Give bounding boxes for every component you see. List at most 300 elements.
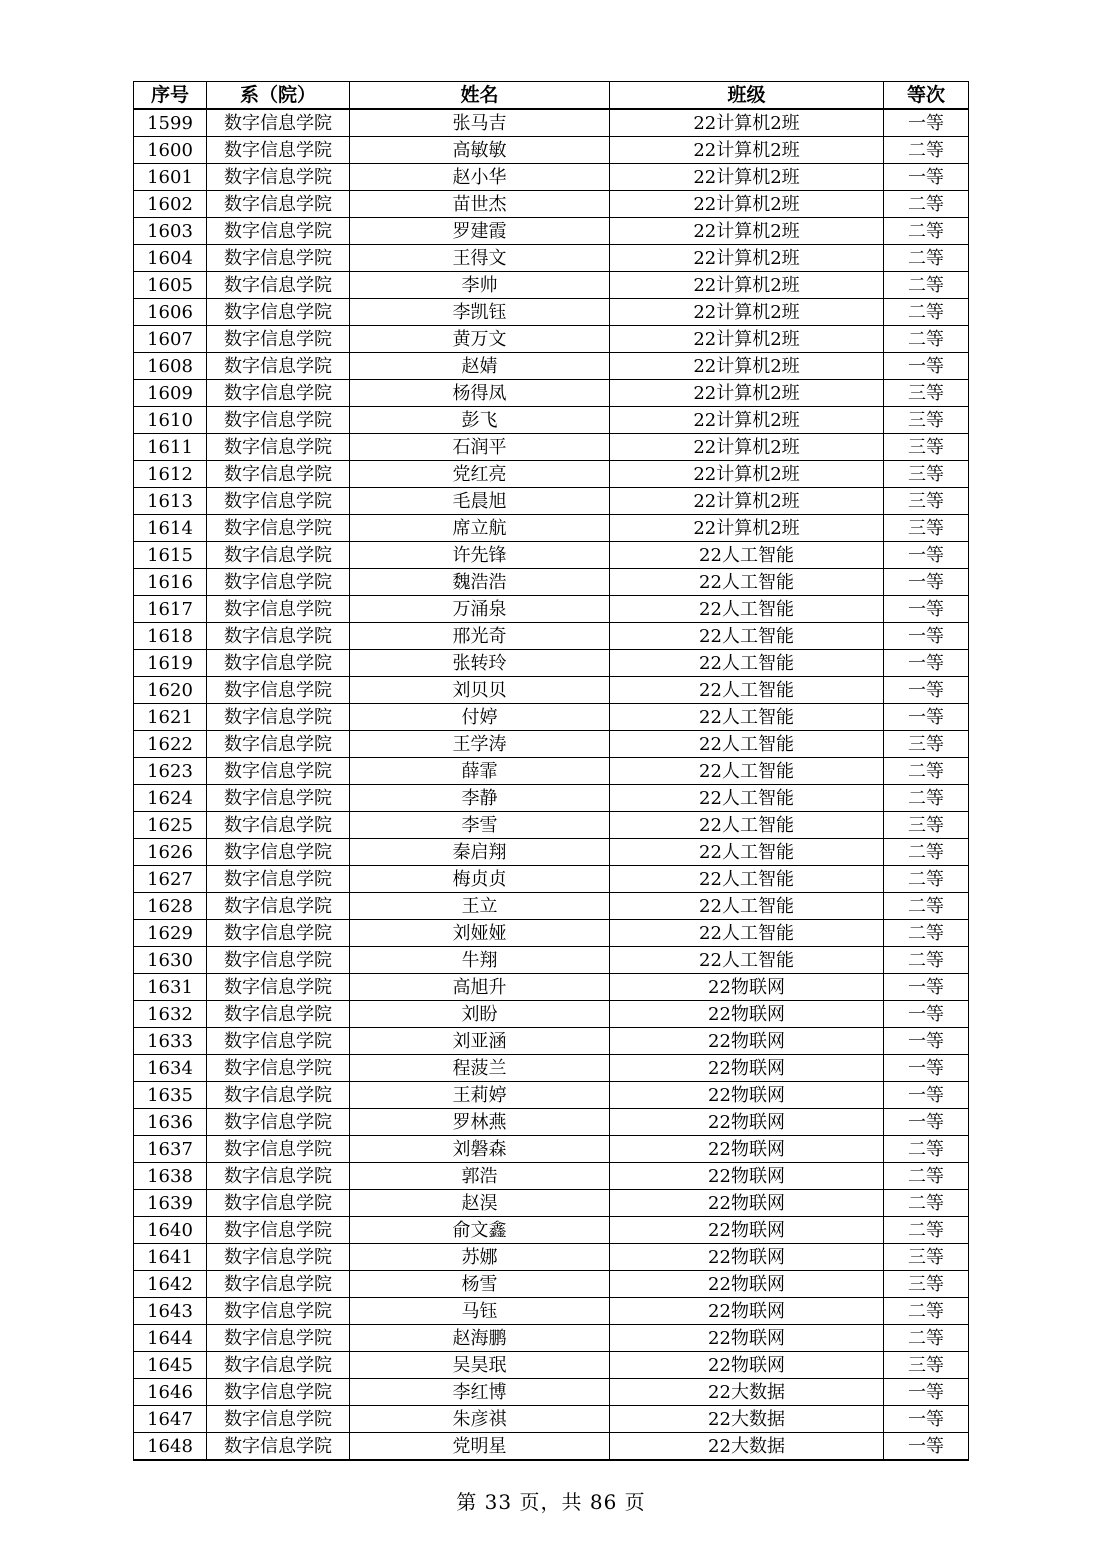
- cell-grade: 二等: [884, 1163, 969, 1190]
- cell-class: 22物联网: [610, 974, 884, 1001]
- table-row: [134, 839, 969, 866]
- table-row: [134, 1352, 969, 1379]
- cell-grade: 二等: [884, 326, 969, 353]
- cell-name: 高旭升: [350, 974, 610, 1001]
- cell-grade: 二等: [884, 785, 969, 812]
- table-row: [134, 947, 969, 974]
- cell-index: 1607: [134, 326, 207, 353]
- cell-grade: 一等: [884, 109, 969, 137]
- cell-name: 刘磐森: [350, 1136, 610, 1163]
- cell-department: 数字信息学院: [207, 353, 350, 380]
- cell-department: 数字信息学院: [207, 1028, 350, 1055]
- cell-grade: 一等: [884, 1001, 969, 1028]
- cell-index: 1633: [134, 1028, 207, 1055]
- cell-index: 1629: [134, 920, 207, 947]
- cell-index: 1616: [134, 569, 207, 596]
- cell-department: 数字信息学院: [207, 1217, 350, 1244]
- cell-grade: 二等: [884, 758, 969, 785]
- table-header-row: [134, 82, 969, 110]
- cell-name: 王学涛: [350, 731, 610, 758]
- cell-department: 数字信息学院: [207, 542, 350, 569]
- cell-grade: 二等: [884, 299, 969, 326]
- cell-name: 赵海鹏: [350, 1325, 610, 1352]
- cell-class: 22人工智能: [610, 758, 884, 785]
- cell-department: 数字信息学院: [207, 245, 350, 272]
- cell-class: 22人工智能: [610, 785, 884, 812]
- cell-index: 1635: [134, 1082, 207, 1109]
- table-row: [134, 758, 969, 785]
- cell-grade: 三等: [884, 1244, 969, 1271]
- cell-grade: 一等: [884, 677, 969, 704]
- cell-index: 1640: [134, 1217, 207, 1244]
- cell-class: 22计算机2班: [610, 299, 884, 326]
- cell-grade: 三等: [884, 380, 969, 407]
- cell-grade: 二等: [884, 920, 969, 947]
- cell-name: 石润平: [350, 434, 610, 461]
- table-row: [134, 704, 969, 731]
- cell-name: 刘盼: [350, 1001, 610, 1028]
- cell-name: 毛晨旭: [350, 488, 610, 515]
- cell-grade: 三等: [884, 407, 969, 434]
- cell-index: 1601: [134, 164, 207, 191]
- cell-grade: 二等: [884, 1217, 969, 1244]
- table-row: [134, 380, 969, 407]
- cell-department: 数字信息学院: [207, 380, 350, 407]
- cell-department: 数字信息学院: [207, 569, 350, 596]
- cell-grade: 一等: [884, 1028, 969, 1055]
- cell-department: 数字信息学院: [207, 434, 350, 461]
- cell-department: 数字信息学院: [207, 299, 350, 326]
- cell-department: 数字信息学院: [207, 109, 350, 137]
- cell-index: 1609: [134, 380, 207, 407]
- table-row: [134, 272, 969, 299]
- cell-class: 22大数据: [610, 1379, 884, 1406]
- table-row: [134, 461, 969, 488]
- table-row: [134, 785, 969, 812]
- cell-index: 1624: [134, 785, 207, 812]
- cell-index: 1643: [134, 1298, 207, 1325]
- cell-department: 数字信息学院: [207, 1136, 350, 1163]
- cell-department: 数字信息学院: [207, 272, 350, 299]
- cell-class: 22物联网: [610, 1055, 884, 1082]
- cell-grade: 二等: [884, 218, 969, 245]
- cell-index: 1645: [134, 1352, 207, 1379]
- cell-class: 22人工智能: [610, 542, 884, 569]
- cell-index: 1613: [134, 488, 207, 515]
- cell-class: 22计算机2班: [610, 137, 884, 164]
- cell-class: 22计算机2班: [610, 407, 884, 434]
- cell-name: 党明星: [350, 1433, 610, 1461]
- cell-grade: 二等: [884, 893, 969, 920]
- cell-index: 1611: [134, 434, 207, 461]
- cell-grade: 二等: [884, 137, 969, 164]
- cell-index: 1647: [134, 1406, 207, 1433]
- cell-index: 1630: [134, 947, 207, 974]
- cell-name: 李凯钰: [350, 299, 610, 326]
- cell-class: 22计算机2班: [610, 353, 884, 380]
- cell-class: 22物联网: [610, 1217, 884, 1244]
- cell-class: 22计算机2班: [610, 191, 884, 218]
- cell-name: 罗林燕: [350, 1109, 610, 1136]
- cell-department: 数字信息学院: [207, 218, 350, 245]
- table-row: [134, 569, 969, 596]
- cell-grade: 一等: [884, 1082, 969, 1109]
- cell-department: 数字信息学院: [207, 677, 350, 704]
- header-index: 序号: [134, 82, 207, 110]
- cell-grade: 一等: [884, 650, 969, 677]
- cell-name: 李静: [350, 785, 610, 812]
- cell-index: 1636: [134, 1109, 207, 1136]
- cell-grade: 一等: [884, 353, 969, 380]
- table-row: [134, 812, 969, 839]
- cell-class: 22计算机2班: [610, 380, 884, 407]
- cell-department: 数字信息学院: [207, 650, 350, 677]
- cell-class: 22人工智能: [610, 920, 884, 947]
- cell-department: 数字信息学院: [207, 164, 350, 191]
- cell-class: 22人工智能: [610, 650, 884, 677]
- cell-name: 苏娜: [350, 1244, 610, 1271]
- table-row: [134, 488, 969, 515]
- cell-index: 1618: [134, 623, 207, 650]
- cell-grade: 一等: [884, 1406, 969, 1433]
- cell-class: 22人工智能: [610, 893, 884, 920]
- cell-department: 数字信息学院: [207, 1406, 350, 1433]
- cell-department: 数字信息学院: [207, 812, 350, 839]
- cell-grade: 三等: [884, 1271, 969, 1298]
- table-row: [134, 1028, 969, 1055]
- table-row: [134, 1406, 969, 1433]
- cell-index: 1628: [134, 893, 207, 920]
- cell-index: 1626: [134, 839, 207, 866]
- cell-name: 薛霏: [350, 758, 610, 785]
- cell-index: 1612: [134, 461, 207, 488]
- cell-department: 数字信息学院: [207, 731, 350, 758]
- cell-class: 22物联网: [610, 1028, 884, 1055]
- cell-grade: 一等: [884, 569, 969, 596]
- page-number: 第 33 页，共 86 页: [456, 1490, 646, 1514]
- cell-department: 数字信息学院: [207, 407, 350, 434]
- cell-class: 22计算机2班: [610, 515, 884, 542]
- cell-class: 22计算机2班: [610, 434, 884, 461]
- cell-index: 1637: [134, 1136, 207, 1163]
- cell-class: 22计算机2班: [610, 218, 884, 245]
- table-row: [134, 650, 969, 677]
- cell-grade: 三等: [884, 1352, 969, 1379]
- header-grade: 等次: [884, 82, 969, 110]
- cell-class: 22物联网: [610, 1136, 884, 1163]
- table-row: [134, 1190, 969, 1217]
- cell-class: 22人工智能: [610, 704, 884, 731]
- cell-name: 吴昊珉: [350, 1352, 610, 1379]
- cell-department: 数字信息学院: [207, 947, 350, 974]
- cell-class: 22物联网: [610, 1082, 884, 1109]
- cell-name: 高敏敏: [350, 137, 610, 164]
- cell-grade: 一等: [884, 704, 969, 731]
- cell-name: 刘亚涵: [350, 1028, 610, 1055]
- cell-name: 黄万文: [350, 326, 610, 353]
- cell-class: 22人工智能: [610, 947, 884, 974]
- cell-index: 1627: [134, 866, 207, 893]
- cell-class: 22物联网: [610, 1271, 884, 1298]
- header-class: 班级: [610, 82, 884, 110]
- cell-name: 俞文鑫: [350, 1217, 610, 1244]
- table-row: [134, 731, 969, 758]
- cell-class: 22物联网: [610, 1190, 884, 1217]
- cell-class: 22人工智能: [610, 866, 884, 893]
- cell-index: 1646: [134, 1379, 207, 1406]
- cell-department: 数字信息学院: [207, 1271, 350, 1298]
- cell-grade: 一等: [884, 623, 969, 650]
- cell-department: 数字信息学院: [207, 461, 350, 488]
- cell-name: 李红博: [350, 1379, 610, 1406]
- cell-class: 22计算机2班: [610, 164, 884, 191]
- table-row: [134, 1055, 969, 1082]
- cell-grade: 一等: [884, 1379, 969, 1406]
- cell-name: 刘娅娅: [350, 920, 610, 947]
- cell-grade: 三等: [884, 488, 969, 515]
- cell-grade: 三等: [884, 731, 969, 758]
- cell-grade: 二等: [884, 1136, 969, 1163]
- cell-index: 1603: [134, 218, 207, 245]
- cell-name: 赵婧: [350, 353, 610, 380]
- cell-index: 1605: [134, 272, 207, 299]
- cell-class: 22物联网: [610, 1109, 884, 1136]
- table-row: [134, 326, 969, 353]
- table-body: [134, 109, 969, 1460]
- cell-index: 1641: [134, 1244, 207, 1271]
- cell-name: 牛翔: [350, 947, 610, 974]
- cell-grade: 二等: [884, 1190, 969, 1217]
- cell-name: 郭浩: [350, 1163, 610, 1190]
- cell-class: 22计算机2班: [610, 109, 884, 137]
- cell-class: 22大数据: [610, 1433, 884, 1461]
- cell-name: 朱彦祺: [350, 1406, 610, 1433]
- cell-grade: 二等: [884, 272, 969, 299]
- cell-name: 张转玲: [350, 650, 610, 677]
- table-row: [134, 1163, 969, 1190]
- cell-name: 程菠兰: [350, 1055, 610, 1082]
- cell-name: 席立航: [350, 515, 610, 542]
- cell-grade: 二等: [884, 866, 969, 893]
- cell-department: 数字信息学院: [207, 893, 350, 920]
- cell-grade: 一等: [884, 164, 969, 191]
- cell-index: 1631: [134, 974, 207, 1001]
- cell-department: 数字信息学院: [207, 1352, 350, 1379]
- table-row: [134, 1244, 969, 1271]
- table-row: [134, 974, 969, 1001]
- cell-name: 杨雪: [350, 1271, 610, 1298]
- cell-department: 数字信息学院: [207, 866, 350, 893]
- table-row: [134, 893, 969, 920]
- award-list-table: [133, 81, 969, 1461]
- cell-department: 数字信息学院: [207, 704, 350, 731]
- table-row: [134, 1271, 969, 1298]
- cell-index: 1622: [134, 731, 207, 758]
- cell-name: 赵淏: [350, 1190, 610, 1217]
- cell-department: 数字信息学院: [207, 1379, 350, 1406]
- cell-index: 1621: [134, 704, 207, 731]
- cell-name: 王莉婷: [350, 1082, 610, 1109]
- cell-index: 1600: [134, 137, 207, 164]
- table-row: [134, 1298, 969, 1325]
- cell-department: 数字信息学院: [207, 326, 350, 353]
- cell-name: 赵小华: [350, 164, 610, 191]
- cell-grade: 二等: [884, 839, 969, 866]
- cell-department: 数字信息学院: [207, 1163, 350, 1190]
- cell-department: 数字信息学院: [207, 758, 350, 785]
- cell-class: 22计算机2班: [610, 272, 884, 299]
- cell-class: 22计算机2班: [610, 326, 884, 353]
- cell-index: 1632: [134, 1001, 207, 1028]
- cell-class: 22人工智能: [610, 731, 884, 758]
- cell-index: 1639: [134, 1190, 207, 1217]
- table-row: [134, 164, 969, 191]
- cell-grade: 一等: [884, 1109, 969, 1136]
- cell-index: 1617: [134, 596, 207, 623]
- table-row: [134, 434, 969, 461]
- table-row: [134, 596, 969, 623]
- cell-grade: 一等: [884, 1055, 969, 1082]
- cell-department: 数字信息学院: [207, 1109, 350, 1136]
- cell-grade: 二等: [884, 191, 969, 218]
- cell-grade: 三等: [884, 812, 969, 839]
- table-row: [134, 245, 969, 272]
- cell-index: 1608: [134, 353, 207, 380]
- cell-department: 数字信息学院: [207, 974, 350, 1001]
- cell-grade: 三等: [884, 515, 969, 542]
- cell-index: 1644: [134, 1325, 207, 1352]
- cell-department: 数字信息学院: [207, 623, 350, 650]
- cell-index: 1619: [134, 650, 207, 677]
- cell-name: 梅贞贞: [350, 866, 610, 893]
- table-row: [134, 677, 969, 704]
- cell-class: 22物联网: [610, 1325, 884, 1352]
- cell-index: 1604: [134, 245, 207, 272]
- cell-department: 数字信息学院: [207, 515, 350, 542]
- cell-name: 彭飞: [350, 407, 610, 434]
- cell-name: 刘贝贝: [350, 677, 610, 704]
- table-row: [134, 353, 969, 380]
- cell-department: 数字信息学院: [207, 1001, 350, 1028]
- table-row: [134, 1433, 969, 1461]
- cell-name: 张马吉: [350, 109, 610, 137]
- table-row: [134, 299, 969, 326]
- cell-name: 苗世杰: [350, 191, 610, 218]
- table-row: [134, 1001, 969, 1028]
- header-name: 姓名: [350, 82, 610, 110]
- cell-grade: 一等: [884, 542, 969, 569]
- cell-department: 数字信息学院: [207, 785, 350, 812]
- cell-name: 付婷: [350, 704, 610, 731]
- table-row: [134, 1325, 969, 1352]
- cell-department: 数字信息学院: [207, 1325, 350, 1352]
- cell-grade: 一等: [884, 1433, 969, 1461]
- table-row: [134, 920, 969, 947]
- cell-class: 22计算机2班: [610, 461, 884, 488]
- cell-index: 1638: [134, 1163, 207, 1190]
- cell-index: 1615: [134, 542, 207, 569]
- cell-index: 1599: [134, 109, 207, 137]
- cell-department: 数字信息学院: [207, 1055, 350, 1082]
- cell-name: 秦启翔: [350, 839, 610, 866]
- cell-index: 1642: [134, 1271, 207, 1298]
- table-row: [134, 1379, 969, 1406]
- table-row: [134, 1109, 969, 1136]
- cell-index: 1625: [134, 812, 207, 839]
- table-row: [134, 515, 969, 542]
- cell-name: 党红亮: [350, 461, 610, 488]
- cell-department: 数字信息学院: [207, 839, 350, 866]
- cell-class: 22计算机2班: [610, 245, 884, 272]
- cell-index: 1606: [134, 299, 207, 326]
- cell-class: 22大数据: [610, 1406, 884, 1433]
- table-row: [134, 1082, 969, 1109]
- cell-grade: 一等: [884, 974, 969, 1001]
- table-row: [134, 407, 969, 434]
- cell-index: 1602: [134, 191, 207, 218]
- cell-name: 王立: [350, 893, 610, 920]
- cell-name: 马钰: [350, 1298, 610, 1325]
- cell-name: 万涌泉: [350, 596, 610, 623]
- cell-class: 22物联网: [610, 1352, 884, 1379]
- cell-index: 1648: [134, 1433, 207, 1461]
- cell-name: 许先锋: [350, 542, 610, 569]
- cell-grade: 一等: [884, 596, 969, 623]
- cell-grade: 三等: [884, 434, 969, 461]
- table-row: [134, 623, 969, 650]
- cell-name: 李帅: [350, 272, 610, 299]
- cell-department: 数字信息学院: [207, 920, 350, 947]
- cell-class: 22物联网: [610, 1163, 884, 1190]
- cell-name: 李雪: [350, 812, 610, 839]
- cell-class: 22人工智能: [610, 839, 884, 866]
- cell-index: 1610: [134, 407, 207, 434]
- cell-class: 22人工智能: [610, 623, 884, 650]
- table-row: [134, 218, 969, 245]
- cell-department: 数字信息学院: [207, 596, 350, 623]
- cell-department: 数字信息学院: [207, 191, 350, 218]
- table-row: [134, 542, 969, 569]
- table-row: [134, 1136, 969, 1163]
- cell-department: 数字信息学院: [207, 1298, 350, 1325]
- cell-class: 22计算机2班: [610, 488, 884, 515]
- table-row: [134, 191, 969, 218]
- cell-name: 邢光奇: [350, 623, 610, 650]
- cell-class: 22人工智能: [610, 812, 884, 839]
- cell-department: 数字信息学院: [207, 488, 350, 515]
- cell-index: 1620: [134, 677, 207, 704]
- cell-department: 数字信息学院: [207, 1433, 350, 1461]
- cell-name: 魏浩浩: [350, 569, 610, 596]
- cell-department: 数字信息学院: [207, 1244, 350, 1271]
- cell-index: 1614: [134, 515, 207, 542]
- cell-class: 22物联网: [610, 1298, 884, 1325]
- header-department: 系（院）: [207, 82, 350, 110]
- cell-grade: 二等: [884, 1325, 969, 1352]
- cell-name: 罗建霞: [350, 218, 610, 245]
- cell-grade: 二等: [884, 245, 969, 272]
- cell-department: 数字信息学院: [207, 1190, 350, 1217]
- cell-class: 22物联网: [610, 1244, 884, 1271]
- cell-class: 22物联网: [610, 1001, 884, 1028]
- cell-class: 22人工智能: [610, 569, 884, 596]
- cell-index: 1634: [134, 1055, 207, 1082]
- cell-grade: 三等: [884, 461, 969, 488]
- cell-class: 22人工智能: [610, 677, 884, 704]
- cell-department: 数字信息学院: [207, 1082, 350, 1109]
- table-row: [134, 1217, 969, 1244]
- cell-grade: 二等: [884, 1298, 969, 1325]
